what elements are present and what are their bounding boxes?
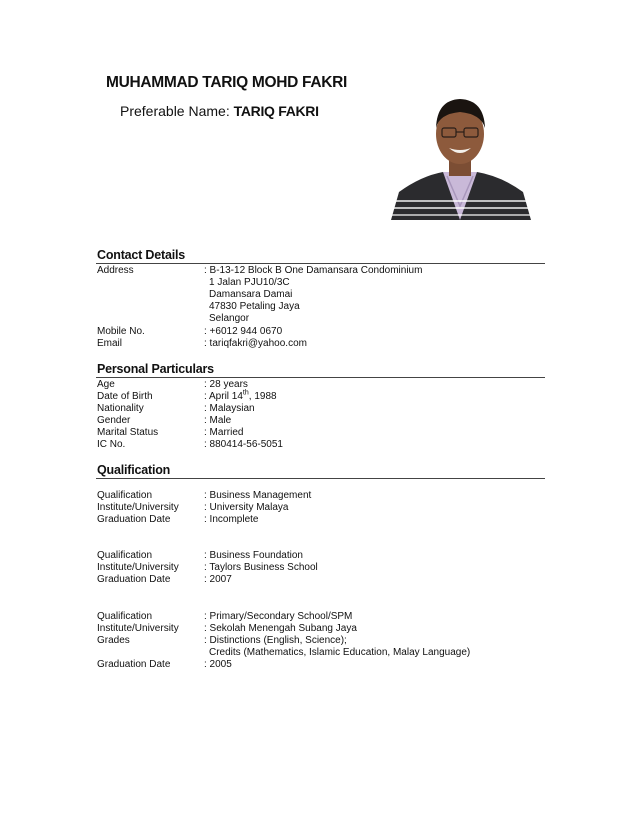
mobile-value: : +6012 944 0670 [204,326,283,337]
mobile-label: Mobile No. [97,326,145,337]
gender-label: Gender [97,415,131,426]
preferable-name-label: Preferable Name: [120,103,230,119]
q1-graduation-value: : Incomplete [204,514,259,525]
email-label: Email [97,338,123,349]
q3-institute-value: : Sekolah Menengah Subang Jaya [204,623,357,634]
age-label: Age [97,379,115,390]
q3-graduation-label: Graduation Date [97,659,171,670]
q2-graduation-label: Graduation Date [97,574,171,585]
address-line-3: Damansara Damai [209,289,293,300]
address-line-4: 47830 Petaling Jaya [209,301,300,312]
q3-graduation-value: : 2005 [204,659,232,670]
ic-value: : 880414-56-5051 [204,439,283,450]
qualification-heading: Qualification [97,463,171,477]
preferable-name-value: TARIQ FAKRI [233,103,319,119]
q3-grades-value: : Distinctions (English, Science); [204,635,347,646]
full-name: MUHAMMAD TARIQ MOHD FAKRI [106,74,348,91]
dob-label: Date of Birth [97,391,153,402]
marital-value: : Married [204,427,244,438]
nationality-value: : Malaysian [204,403,255,414]
q2-graduation-value: : 2007 [204,574,232,585]
address-line-2: 1 Jalan PJU10/3C [209,277,290,288]
address-line-5: Selangor [209,313,250,324]
q3-institute-label: Institute/University [97,623,179,634]
address-line-1: : B-13-12 Block B One Damansara Condominium [204,265,423,276]
personal-particulars-heading: Personal Particulars [97,362,214,376]
marital-label: Marital Status [97,427,159,438]
contact-details-heading: Contact Details [97,248,185,262]
personal-divider [96,377,545,378]
q3-qualification-value: : Primary/Secondary School/SPM [204,611,353,622]
q3-grades-continued: Credits (Mathematics, Islamic Education, Malay Language) [209,647,471,658]
q3-grades-label: Grades [97,635,130,646]
q2-qualification-label: Qualification [97,550,153,561]
age-value: : 28 years [204,379,248,390]
qualification-divider [96,478,545,479]
ic-label: IC No. [97,439,126,450]
q1-graduation-label: Graduation Date [97,514,171,525]
preferable-name-line [120,103,319,119]
q2-institute-value: : Taylors Business School [204,562,318,573]
contact-divider [96,263,545,264]
q2-institute-label: Institute/University [97,562,179,573]
q1-qualification-value: : Business Management [204,490,312,501]
dob-value: : April 14th, 1988 [204,389,277,402]
gender-value: : Male [204,415,232,426]
email-value: : tariqfakri@yahoo.com [204,338,307,349]
q1-qualification-label: Qualification [97,490,153,501]
profile-photo [381,88,539,220]
q2-qualification-value: : Business Foundation [204,550,303,561]
q1-institute-label: Institute/University [97,502,179,513]
q1-institute-value: : University Malaya [204,502,289,513]
q3-qualification-label: Qualification [97,611,153,622]
nationality-label: Nationality [97,403,144,414]
address-label: Address [97,265,134,276]
